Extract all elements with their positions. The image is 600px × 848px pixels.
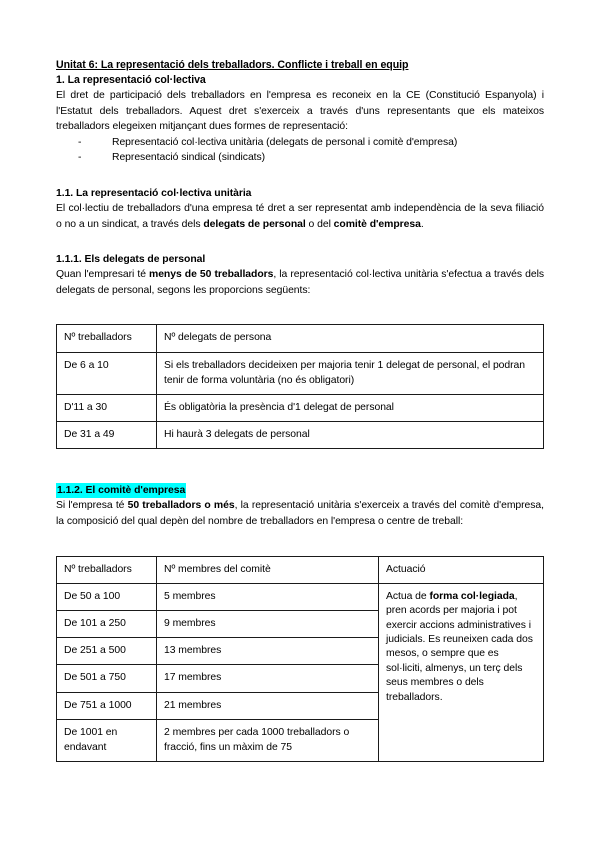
table-cell: De 6 a 10 xyxy=(57,352,157,394)
para-text: , la representació col·lectiva unitària s'efectua a través dels delegats de personal, segons les proporcions següents: xyxy=(56,269,544,296)
table-row xyxy=(57,394,544,421)
para-bold-comite: comitè d'empresa xyxy=(333,218,421,230)
section-1-1-1-paragraph xyxy=(56,267,544,298)
table-row xyxy=(57,556,544,583)
table-cell: 13 membres xyxy=(157,638,379,665)
table-cell-actuacio xyxy=(379,583,544,761)
table-cell: D'11 a 30 xyxy=(57,394,157,421)
table-row xyxy=(57,325,544,352)
para-text: Quan l'empresari té xyxy=(56,269,150,281)
dash-marker: - xyxy=(78,152,82,164)
table-cell: 17 membres xyxy=(157,665,379,692)
table-cell: És obligatòria la presència d'1 delegat de personal xyxy=(157,394,544,421)
actuacio-text: Actua de xyxy=(386,590,430,602)
table-header-cell: Nº delegats de persona xyxy=(157,325,544,352)
table-cell: 2 membres per cada 1000 treballadors o fracció, fins un màxim de 75 xyxy=(157,719,379,761)
para-text: El col·lectiu de treballadors d'una empresa té dret a ser representat amb independència de la seva filiació o no a un sindicat, a través dels xyxy=(56,202,544,230)
table-delegats-de-personal xyxy=(56,324,544,449)
actuacio-text: , pren acords per majoria i pot exercir accions administratives i judicials. Es reuneixen cada dos mesos, o sempre que es sol·liciti, almenys, un terç dels seus membres o dels treballadors. xyxy=(386,590,533,703)
para-text: , la representació unitària s'exerceix a través del comitè d'empresa, la composició del qual depèn del nombre de treballadors en l'empresa o centre de treball: xyxy=(56,500,544,527)
table-cell: Si els treballadors decideixen per majoria tenir 1 delegat de personal, el podran tenir de forma voluntària (no és obligatori) xyxy=(157,352,544,394)
table-row xyxy=(57,422,544,449)
table-header-cell: Actuació xyxy=(379,556,544,583)
section-heading-1: 1. La representació col·lectiva xyxy=(56,74,206,86)
para-text: . xyxy=(420,218,424,230)
dash-marker: - xyxy=(78,136,82,148)
section-heading-1-1: 1.1. La representació col·lectiva unitària xyxy=(56,187,252,199)
list-item-label: Representació sindical (sindicats) xyxy=(112,152,266,164)
para-text: o del xyxy=(305,218,334,230)
table-row xyxy=(57,352,544,394)
list-item xyxy=(56,150,544,166)
para-bold-delegats: delegats de personal xyxy=(203,218,306,230)
table-header-cell: Nº treballadors xyxy=(57,325,157,352)
section-1-1-2-paragraph xyxy=(56,498,544,529)
table-cell: De 501 a 750 xyxy=(57,665,157,692)
section-1-paragraph: El dret de participació dels treballadors en l'empresa es reconeix en la CE (Constitució Espanyola) i l'Estatut dels treballadors. Aquest dret s'exerceix a través d'uns representants que els mateixos treballadors elegeixen mitjançant dues formes de representació: xyxy=(56,90,544,133)
list-item xyxy=(56,135,544,151)
table-cell: De 101 a 250 xyxy=(57,610,157,637)
table-cell: 9 membres xyxy=(157,610,379,637)
table-cell: De 50 a 100 xyxy=(57,583,157,610)
table-cell: De 251 a 500 xyxy=(57,638,157,665)
table-cell: De 751 a 1000 xyxy=(57,692,157,719)
table-header-cell: Nº treballadors xyxy=(57,556,157,583)
section-1-1-paragraph xyxy=(56,201,544,232)
table-cell: De 1001 en endavant xyxy=(57,719,157,761)
table-cell: 5 membres xyxy=(157,583,379,610)
table-cell: De 31 a 49 xyxy=(57,422,157,449)
representation-forms-list xyxy=(56,135,544,166)
document-title: Unitat 6: La representació dels treballadors. Conflicte i treball en equip xyxy=(56,59,409,71)
section-heading-1-1-2-wrapper xyxy=(56,481,544,498)
table-cell: 21 membres xyxy=(157,692,379,719)
table-cell: Hi haurà 3 delegats de personal xyxy=(157,422,544,449)
section-heading-1-1-2: 1.1.2. El comitè d'empresa xyxy=(57,485,186,497)
table-header-cell: Nº membres del comitè xyxy=(157,556,379,583)
actuacio-bold: forma col·legiada xyxy=(429,590,515,602)
table-row xyxy=(57,583,544,610)
para-bold-menys50: menys de 50 treballadors xyxy=(149,269,274,281)
para-text: Si l'empresa té xyxy=(56,500,128,512)
section-heading-1-1-1: 1.1.1. Els delegats de personal xyxy=(56,254,206,266)
list-item-label: Representació col·lectiva unitària (delegats de personal i comitè d'empresa) xyxy=(112,136,458,148)
table-comite-empresa xyxy=(56,556,544,763)
para-bold-50omes: 50 treballadors o més xyxy=(127,500,235,512)
